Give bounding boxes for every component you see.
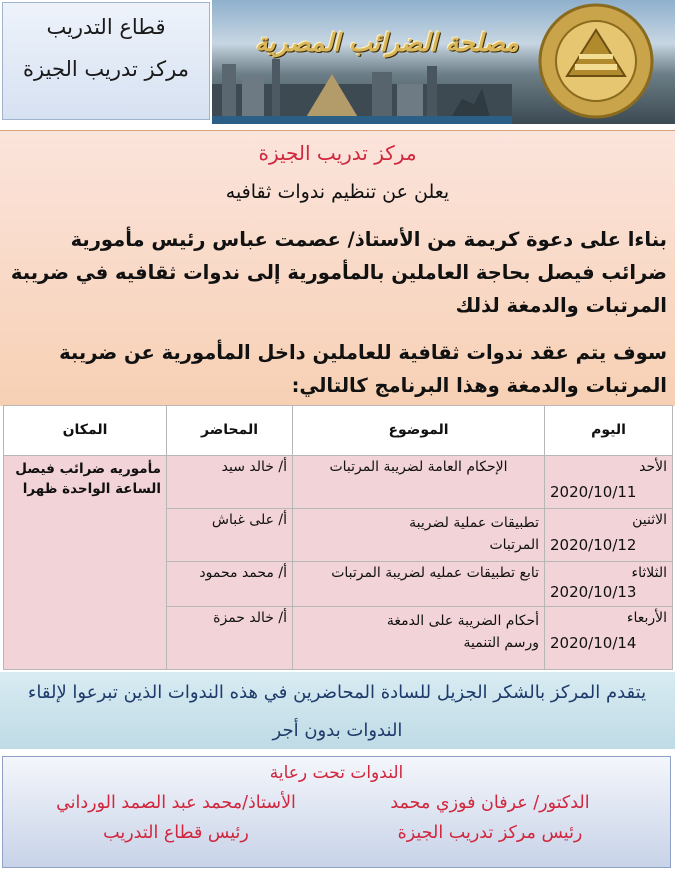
tax-authority-banner	[212, 0, 675, 124]
lecturer-cell: أ/ خالد سيد	[167, 455, 293, 508]
thanks-line-2: الندوات بدون أجر	[272, 720, 403, 741]
topic-text: تابع تطبيقات عمليه لضريبة المرتبات	[331, 564, 539, 581]
day-date: 2020/10/13	[550, 582, 637, 601]
topic-text: تطبيقات عملية لضريبة المرتبات	[409, 514, 539, 553]
table-header-row	[4, 406, 673, 456]
banner-title: مصلحة الضرائب المصرية	[255, 28, 519, 57]
day-name: الاثنين	[632, 511, 667, 528]
topic-cell	[293, 561, 545, 606]
tax-authority-logo-icon	[537, 2, 655, 120]
day-name: الأحد	[639, 458, 667, 475]
day-date: 2020/10/12	[550, 535, 637, 554]
topic-cell	[293, 455, 545, 508]
patron-left-role: رئيس قطاع التدريب	[103, 823, 249, 843]
patron-right-role: رئيس مركز تدريب الجيزة	[397, 823, 583, 843]
city-skyline-image	[212, 54, 512, 124]
announcement-paragraph-1: بناءا على دعوة كريمة من الأستاذ/ عصمت عباس رئيس مأمورية ضرائب فيصل بحاجة العاملين بالمأمورية إلى ندوات ثقافيه في ضريبة المرتبات والدمغة لذلك	[10, 228, 667, 317]
patron-left-name: الأستاذ/محمد عبد الصمد الورداني	[56, 793, 296, 813]
patronage-section	[2, 756, 671, 868]
topic-cell	[293, 606, 545, 669]
day-cell	[545, 508, 673, 561]
schedule-table	[3, 405, 673, 670]
day-cell	[545, 606, 673, 669]
patronage-title: الندوات تحت رعاية	[269, 763, 404, 783]
header-lecturer: المحاضر	[167, 406, 293, 456]
day-name: الثلاثاء	[631, 564, 667, 581]
day-date: 2020/10/11	[550, 482, 637, 501]
patron-right-name: الدكتور/ عرفان فوزي محمد	[390, 793, 590, 813]
announcement-paragraph-2: سوف يتم عقد ندوات ثقافية للعاملين داخل المأمورية عن ضريبة المرتبات والدمغة وهذا البرنامج كالتالي:	[59, 341, 667, 397]
topic-cell	[293, 508, 545, 561]
announcement-section	[0, 130, 675, 406]
sector-box	[2, 2, 210, 120]
header-topic: الموضوع	[293, 406, 545, 456]
training-center-title: مركز تدريب الجيزة	[23, 57, 189, 81]
table-row	[4, 455, 673, 508]
place-cell: مأموريه ضرائب فيصل الساعة الواحدة ظهرا	[4, 455, 167, 669]
day-name: الأربعاء	[626, 609, 667, 626]
lecturer-cell: أ/ خالد حمزة	[167, 606, 293, 669]
page-header	[0, 0, 675, 128]
lecturer-cell: أ/ على غباش	[167, 508, 293, 561]
announcement-center-name: مركز تدريب الجيزة	[258, 141, 417, 165]
header-day: اليوم	[545, 406, 673, 456]
thanks-section	[0, 672, 675, 752]
lecturer-cell: أ/ محمد محمود	[167, 561, 293, 606]
header-place: المكان	[4, 406, 167, 456]
thanks-line-1: يتقدم المركز بالشكر الجزيل للسادة المحاضرين في هذه الندوات الذين تبرعوا لإلقاء	[27, 682, 647, 703]
topic-text: الإحكام العامة لضريبة المرتبات	[329, 458, 508, 475]
day-date: 2020/10/14	[550, 633, 637, 652]
topic-text: أحكام الضريبة على الدمغة ورسم التنمية	[386, 612, 539, 651]
day-cell	[545, 561, 673, 606]
sector-title: قطاع التدريب	[46, 15, 166, 39]
announcement-headline: يعلن عن تنظيم ندوات ثقافيه	[225, 181, 450, 203]
day-cell	[545, 455, 673, 508]
